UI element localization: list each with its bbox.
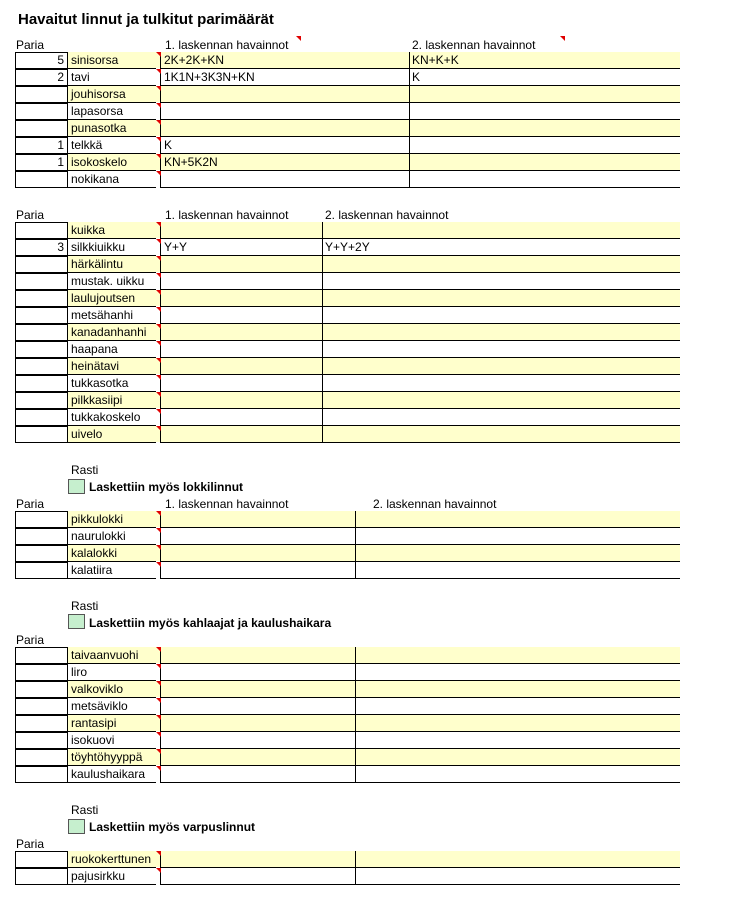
column-divider [355, 851, 356, 868]
paria-cell[interactable]: 5 [15, 52, 68, 69]
column-divider [355, 664, 356, 681]
paria-cell[interactable] [15, 868, 68, 885]
table-row [0, 851, 733, 868]
column-divider [322, 222, 323, 239]
table-row [0, 341, 733, 358]
species-name: metsähanhi [71, 308, 134, 322]
column-divider [322, 409, 323, 426]
row-rule [68, 782, 156, 783]
species-name: uivelo [71, 427, 103, 441]
column-divider [355, 647, 356, 664]
first-count-cell[interactable]: K [164, 138, 173, 152]
table-row [0, 375, 733, 392]
passerines-checkbox-label: Laskettiin myös varpuslinnut [89, 820, 256, 834]
column-divider [355, 868, 356, 885]
paria-cell[interactable] [15, 698, 68, 715]
gulls-checkbox-label: Laskettiin myös lokkilinnut [89, 480, 244, 494]
comment-marker-icon [156, 545, 161, 550]
row-rule [160, 442, 680, 443]
comment-marker-icon [156, 766, 161, 771]
paria-cell[interactable] [15, 528, 68, 545]
table-row [0, 545, 733, 562]
column-divider [409, 120, 410, 137]
column-divider [322, 392, 323, 409]
table-row [0, 52, 733, 69]
comment-marker-icon [156, 409, 161, 414]
first-count-cell[interactable]: 2K+2K+KN [164, 53, 225, 67]
comment-marker-icon [156, 664, 161, 669]
comment-marker-icon [296, 36, 301, 41]
passerines-checkbox[interactable] [68, 819, 85, 834]
paria-cell[interactable] [15, 664, 68, 681]
comment-marker-icon [156, 868, 161, 873]
species-name: sinisorsa [71, 53, 119, 67]
table-row [0, 120, 733, 137]
second-count-header: 2. laskennan havainnot [412, 38, 536, 52]
paria-cell[interactable] [15, 749, 68, 766]
column-divider [322, 324, 323, 341]
row-rule [160, 884, 680, 885]
table-row [0, 698, 733, 715]
paria-header: Paria [16, 497, 45, 511]
table-top-rule [160, 51, 680, 52]
species-name: heinätavi [71, 359, 120, 373]
table-row [0, 868, 733, 885]
table-row [0, 307, 733, 324]
paria-cell[interactable]: 2 [15, 69, 68, 86]
comment-marker-icon [156, 851, 161, 856]
paria-cell[interactable] [15, 273, 68, 290]
column-divider [322, 307, 323, 324]
column-divider [409, 69, 410, 86]
rasti-label: Rasti [71, 463, 99, 477]
species-name: härkälintu [71, 257, 124, 271]
species-name: laulujoutsen [71, 291, 136, 305]
row-rule [68, 884, 156, 885]
comment-marker-icon [156, 137, 161, 142]
table-row [0, 137, 733, 154]
species-name: kalatiira [71, 563, 113, 577]
comment-marker-icon [156, 273, 161, 278]
row-rule [68, 578, 156, 579]
species-name: pikkulokki [71, 512, 124, 526]
species-name: pilkkasiipi [71, 393, 123, 407]
table-row [0, 222, 733, 239]
comment-marker-icon [156, 681, 161, 686]
species-name: kuikka [71, 223, 106, 237]
column-divider [355, 562, 356, 579]
species-name: isokoskelo [71, 155, 128, 169]
row-rule [160, 578, 680, 579]
table-row [0, 766, 733, 783]
species-name: valkoviklo [71, 682, 124, 696]
table-row [0, 664, 733, 681]
paria-cell[interactable] [15, 732, 68, 749]
species-name: metsäviklo [71, 699, 128, 713]
comment-marker-icon [156, 392, 161, 397]
paria-cell[interactable] [15, 545, 68, 562]
table-row [0, 273, 733, 290]
first-count-header: 1. laskennan havainnot [165, 497, 289, 511]
table-top-rule [160, 646, 680, 647]
paria-cell[interactable] [15, 511, 68, 528]
paria-cell[interactable]: 1 [15, 154, 68, 171]
paria-cell[interactable] [15, 392, 68, 409]
comment-marker-icon [156, 52, 161, 57]
second-count-header: 2. laskennan havainnot [325, 208, 449, 222]
species-name: tavi [71, 70, 90, 84]
row-rule [68, 442, 156, 443]
row-rule [160, 187, 680, 188]
table-top-rule [160, 221, 680, 222]
comment-marker-icon [156, 171, 161, 176]
comment-marker-icon [156, 341, 161, 346]
column-divider [355, 511, 356, 528]
column-divider [409, 171, 410, 188]
column-divider [355, 545, 356, 562]
column-divider [322, 273, 323, 290]
paria-cell[interactable] [15, 358, 68, 375]
table-top-rule [160, 850, 680, 851]
first-count-cell[interactable]: Y+Y [164, 240, 188, 254]
paria-cell[interactable]: 3 [15, 239, 68, 256]
column-divider [409, 52, 410, 69]
column-divider [322, 256, 323, 273]
comment-marker-icon [156, 86, 161, 91]
paria-cell[interactable] [15, 681, 68, 698]
table-row [0, 749, 733, 766]
table-row [0, 562, 733, 579]
comment-marker-icon [156, 528, 161, 533]
column-divider [355, 681, 356, 698]
table-row [0, 171, 733, 188]
table-row [0, 426, 733, 443]
table-row [0, 239, 733, 256]
comment-marker-icon [156, 732, 161, 737]
paria-cell[interactable] [15, 341, 68, 358]
comment-marker-icon [156, 239, 161, 244]
column-divider [322, 426, 323, 443]
paria-cell[interactable] [15, 307, 68, 324]
comment-marker-icon [156, 358, 161, 363]
column-divider [322, 358, 323, 375]
species-name: silkkiuikku [71, 240, 126, 254]
table-row [0, 409, 733, 426]
comment-marker-icon [156, 647, 161, 652]
comment-marker-icon [156, 562, 161, 567]
column-divider [322, 239, 323, 256]
species-name: kanadanhanhi [71, 325, 147, 339]
species-name: kalalokki [71, 546, 118, 560]
comment-marker-icon [156, 154, 161, 159]
paria-cell[interactable] [15, 409, 68, 426]
second-count-cell[interactable]: KN+K+K [412, 53, 459, 67]
page-title: Havaitut linnut ja tulkitut parimäärät [18, 11, 274, 28]
paria-cell[interactable] [15, 851, 68, 868]
column-divider [355, 766, 356, 783]
paria-cell[interactable] [15, 375, 68, 392]
species-name: kaulushaikara [71, 767, 146, 781]
species-name: tukkasotka [71, 376, 129, 390]
paria-cell[interactable]: 1 [15, 137, 68, 154]
paria-cell[interactable] [15, 647, 68, 664]
paria-cell[interactable] [15, 103, 68, 120]
comment-marker-icon [156, 222, 161, 227]
rasti-label: Rasti [71, 599, 99, 613]
paria-cell[interactable] [15, 426, 68, 443]
comment-marker-icon [156, 698, 161, 703]
second-count-cell[interactable]: K [412, 70, 421, 84]
table-row [0, 324, 733, 341]
comment-marker-icon [560, 36, 565, 41]
species-name: rantasipi [71, 716, 117, 730]
comment-marker-icon [156, 290, 161, 295]
comment-marker-icon [156, 749, 161, 754]
rasti-label: Rasti [71, 803, 99, 817]
species-name: liro [71, 665, 88, 679]
species-name: jouhisorsa [71, 87, 126, 101]
table-row [0, 256, 733, 273]
column-divider [409, 154, 410, 171]
comment-marker-icon [156, 69, 161, 74]
paria-cell[interactable] [15, 290, 68, 307]
species-name: tukkakoskelo [71, 410, 141, 424]
table-row [0, 681, 733, 698]
waders-checkbox-label: Laskettiin myös kahlaajat ja kaulushaikara [89, 616, 332, 630]
gulls-checkbox[interactable] [68, 479, 85, 494]
species-name: taivaanvuohi [71, 648, 139, 662]
table-row [0, 86, 733, 103]
column-divider [322, 375, 323, 392]
comment-marker-icon [156, 715, 161, 720]
comment-marker-icon [156, 103, 161, 108]
paria-cell[interactable] [15, 86, 68, 103]
species-name: isokuovi [71, 733, 115, 747]
table-row [0, 69, 733, 86]
table-row [0, 511, 733, 528]
table-row [0, 528, 733, 545]
species-name: pajusirkku [71, 869, 126, 883]
species-name: haapana [71, 342, 118, 356]
first-count-cell[interactable]: KN+5K2N [164, 155, 218, 169]
species-name: lapasorsa [71, 104, 124, 118]
species-name: töyhtöhyyppä [71, 750, 143, 764]
table-top-rule [160, 510, 680, 511]
column-divider [355, 732, 356, 749]
comment-marker-icon [156, 120, 161, 125]
comment-marker-icon [156, 375, 161, 380]
column-divider [322, 341, 323, 358]
column-divider [355, 528, 356, 545]
row-rule [68, 187, 156, 188]
waders-checkbox[interactable] [68, 614, 85, 629]
paria-header: Paria [16, 633, 45, 647]
table-row [0, 732, 733, 749]
table-row [0, 154, 733, 171]
paria-cell[interactable] [15, 766, 68, 783]
comment-marker-icon [156, 426, 161, 431]
column-divider [409, 103, 410, 120]
column-divider [355, 749, 356, 766]
column-divider [355, 698, 356, 715]
species-name: nokikana [71, 172, 120, 186]
first-count-header: 1. laskennan havainnot [165, 208, 289, 222]
comment-marker-icon [156, 511, 161, 516]
table-row [0, 103, 733, 120]
comment-marker-icon [156, 256, 161, 261]
second-count-header: 2. laskennan havainnot [373, 497, 497, 511]
paria-cell[interactable] [15, 324, 68, 341]
species-name: ruokokerttunen [71, 852, 152, 866]
column-divider [409, 86, 410, 103]
paria-cell[interactable] [15, 256, 68, 273]
species-name: naurulokki [71, 529, 126, 543]
column-divider [322, 290, 323, 307]
paria-header: Paria [16, 837, 45, 851]
first-count-cell[interactable]: 1K1N+3K3N+KN [164, 70, 255, 84]
comment-marker-icon [156, 307, 161, 312]
first-count-header: 1. laskennan havainnot [165, 38, 289, 52]
table-row [0, 290, 733, 307]
species-name: telkkä [71, 138, 103, 152]
table-row [0, 647, 733, 664]
paria-cell[interactable] [15, 222, 68, 239]
paria-header: Paria [16, 208, 45, 222]
row-rule [160, 782, 680, 783]
table-row [0, 392, 733, 409]
paria-cell[interactable] [15, 562, 68, 579]
paria-cell[interactable] [15, 171, 68, 188]
paria-cell[interactable] [15, 120, 68, 137]
column-divider [409, 137, 410, 154]
species-name: mustak. uikku [71, 274, 145, 288]
paria-cell[interactable] [15, 715, 68, 732]
column-divider [355, 715, 356, 732]
paria-header: Paria [16, 38, 45, 52]
second-count-cell[interactable]: Y+Y+2Y [325, 240, 370, 254]
table-row [0, 358, 733, 375]
table-row [0, 715, 733, 732]
comment-marker-icon [156, 324, 161, 329]
species-name: punasotka [71, 121, 127, 135]
